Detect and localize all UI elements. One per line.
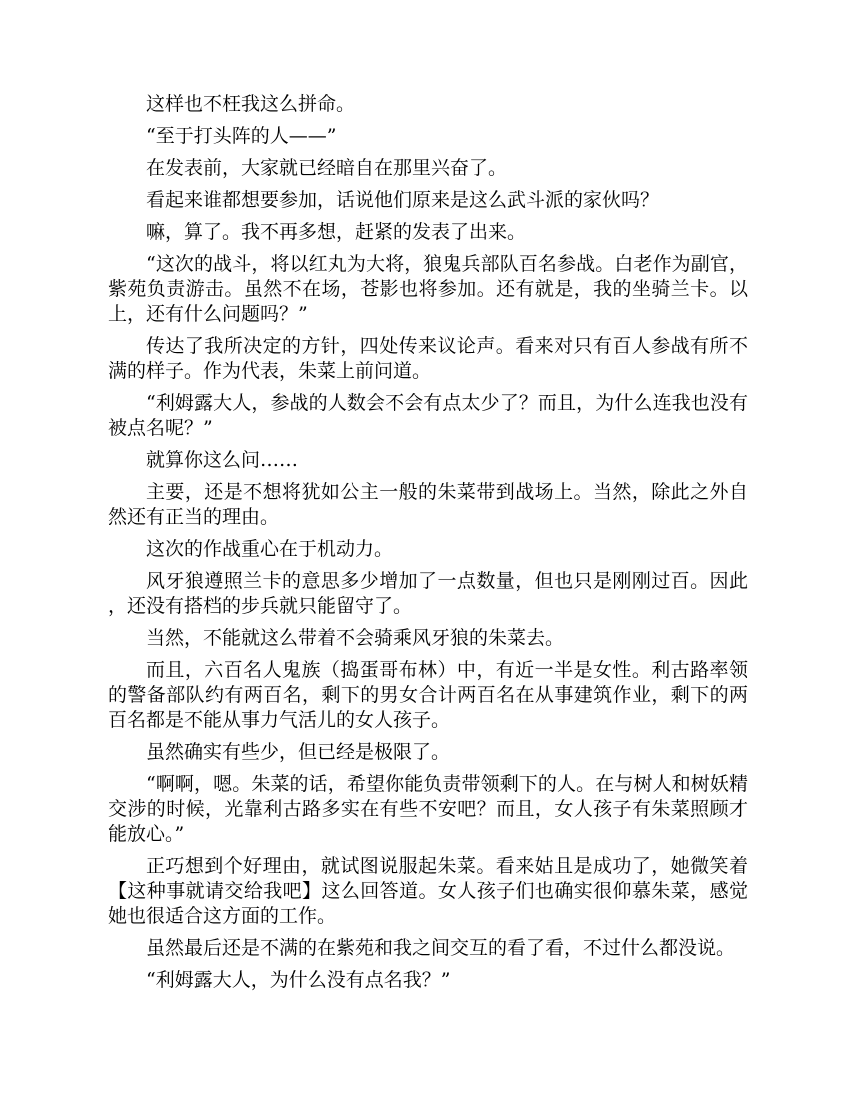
paragraph: 传达了我所决定的方针，四处传来议论声。看来对只有百人参战有所不满的样子。作为代表，朱菜上前问道。: [108, 335, 748, 382]
paragraph: 这样也不枉我这么拼命。: [146, 93, 356, 115]
paragraph: 看起来谁都想要参加，话说他们原来是这么武斗派的家伙吗？: [146, 189, 660, 211]
paragraph: “利姆露大人，参战的人数会不会有点太少了？而且，为什么连我也没有被点名呢？”: [108, 392, 748, 439]
paragraph: 当然，不能就这么带着不会骑乘风牙狼的朱菜去。: [146, 627, 565, 649]
paragraph: 主要，还是不想将犹如公主一般的朱菜带到战场上。当然，除此之外自然还有正当的理由。: [108, 481, 748, 528]
paragraph: 虽然最后还是不满的在紫苑和我之间交互的看了看，不过什么都没说。: [146, 937, 736, 959]
paragraph: 风牙狼遵照兰卡的意思多少增加了一点数量，但也只是刚刚过百。因此，还没有搭档的步兵就只能留守了。: [108, 570, 748, 617]
paragraph: 虽然确实有些少，但已经是极限了。: [146, 741, 451, 763]
paragraph: “这次的战斗，将以红丸为大将，狼鬼兵部队百名参战。白老作为副官，紫苑负责游击。虽然不在场，苍影也将参加。还有就是，我的坐骑兰卡。以上，还有什么问题吗？”: [108, 253, 748, 325]
paragraph: “利姆露大人，为什么没有点名我？”: [146, 969, 451, 991]
paragraph: 就算你这么问……: [146, 449, 299, 471]
paragraph: “至于打头阵的人——”: [146, 125, 337, 147]
paragraph: 正巧想到个好理由，就试图说服起朱菜。看来姑且是成功了，她微笑着【这种事就请交给我吧】这么回答道。女人孩子们也确实很仰慕朱菜，感觉她也很适合这方面的工作。: [108, 855, 748, 927]
paragraph: 在发表前，大家就已经暗自在那里兴奋了。: [146, 157, 508, 179]
paragraph: 而且，六百名人鬼族（捣蛋哥布林）中，有近一半是女性。利古路率领的警备部队约有两百名，剩下的男女合计两百名在从事建筑作业，剩下的两百名都是不能从事力气活儿的女人孩子。: [108, 659, 748, 731]
body-text: [108, 92, 748, 1000]
paragraph: 嘛，算了。我不再多想，赶紧的发表了出来。: [146, 221, 527, 243]
paragraph: “啊啊，嗯。朱菜的话，希望你能负责带领剩下的人。在与树人和树妖精交涉的时候，光靠利古路多实在有些不安吧？而且，女人孩子有朱菜照顾才能放心。”: [108, 773, 748, 845]
paragraph: 这次的作战重心在于机动力。: [146, 538, 394, 560]
